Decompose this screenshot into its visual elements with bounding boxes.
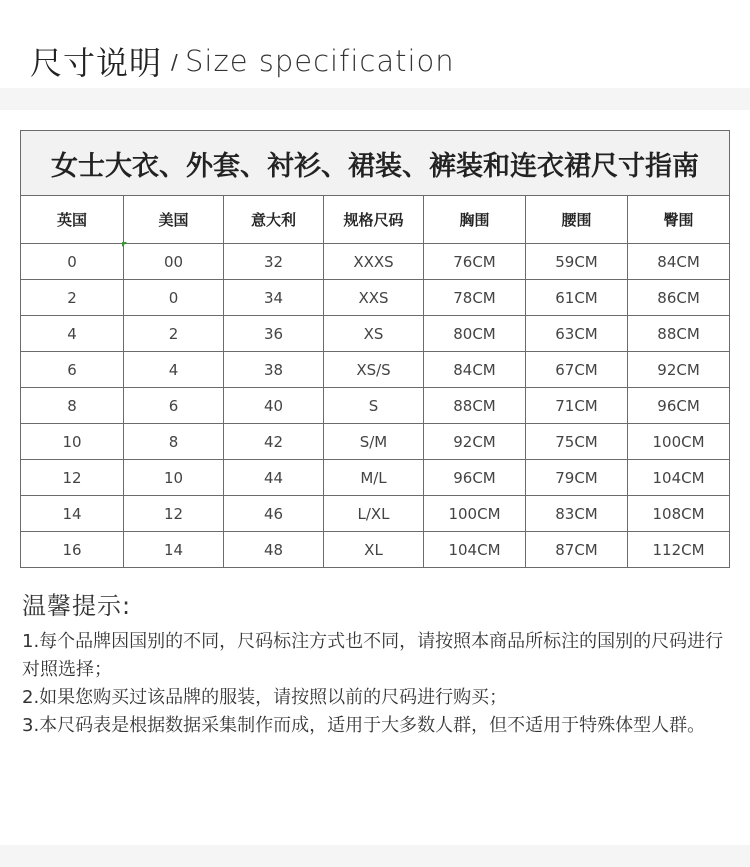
table-row: [21, 352, 730, 388]
column-header: 美国: [124, 196, 224, 244]
table-cell: 59CM: [526, 244, 628, 280]
table-cell: 34: [224, 280, 324, 316]
table-cell: 88CM: [424, 388, 526, 424]
size-table-container: [20, 130, 729, 568]
divider-band-bottom: [0, 845, 750, 867]
table-cell: 67CM: [526, 352, 628, 388]
table-row: [21, 532, 730, 568]
table-cell: 84CM: [628, 244, 730, 280]
table-cell: 75CM: [526, 424, 628, 460]
table-cell: 10: [21, 424, 124, 460]
table-cell: 86CM: [628, 280, 730, 316]
tips-title: 温馨提示:: [22, 592, 132, 620]
table-cell: 92CM: [628, 352, 730, 388]
table-cell: 32: [224, 244, 324, 280]
table-cell: 80CM: [424, 316, 526, 352]
table-row: [21, 280, 730, 316]
table-row: [21, 316, 730, 352]
table-cell: 14: [21, 496, 124, 532]
table-header-row: [21, 196, 730, 244]
table-row: [21, 460, 730, 496]
table-cell: 63CM: [526, 316, 628, 352]
table-cell: 100CM: [628, 424, 730, 460]
tips-list: [22, 628, 737, 740]
table-cell: XXS: [324, 280, 424, 316]
table-row: [21, 388, 730, 424]
size-table: [20, 130, 730, 568]
table-cell: 76CM: [424, 244, 526, 280]
table-cell: 14: [124, 532, 224, 568]
table-cell: 38: [224, 352, 324, 388]
page-title-cn: 尺寸说明: [30, 44, 163, 82]
table-cell: 6: [21, 352, 124, 388]
table-cell: 79CM: [526, 460, 628, 496]
column-header: 英国: [21, 196, 124, 244]
table-cell: XS: [324, 316, 424, 352]
table-cell: 92CM: [424, 424, 526, 460]
table-cell: 8: [124, 424, 224, 460]
table-cell: 100CM: [424, 496, 526, 532]
table-cell: 83CM: [526, 496, 628, 532]
table-cell: 71CM: [526, 388, 628, 424]
table-cell: XL: [324, 532, 424, 568]
table-row: [21, 424, 730, 460]
table-cell: S: [324, 388, 424, 424]
table-cell: 0: [124, 280, 224, 316]
page-title-en: Size specification: [185, 44, 455, 78]
table-cell: 42: [224, 424, 324, 460]
table-cell: 104CM: [628, 460, 730, 496]
table-cell: 16: [21, 532, 124, 568]
table-cell: XXXS: [324, 244, 424, 280]
table-cell: 8: [21, 388, 124, 424]
table-row: [21, 496, 730, 532]
column-header: 规格尺码: [324, 196, 424, 244]
table-cell: 46: [224, 496, 324, 532]
table-cell: 10: [124, 460, 224, 496]
table-cell: 108CM: [628, 496, 730, 532]
table-cell: 6: [124, 388, 224, 424]
table-cell: 87CM: [526, 532, 628, 568]
table-cell: S/M: [324, 424, 424, 460]
column-header: 胸围: [424, 196, 526, 244]
table-cell: 4: [21, 316, 124, 352]
divider-band-top: [0, 88, 750, 110]
column-header: 意大利: [224, 196, 324, 244]
table-cell: 88CM: [628, 316, 730, 352]
tip-item: 1.每个品牌因国别的不同，尺码标注方式也不同，请按照本商品所标注的国别的尺码进行对照选择；: [22, 631, 724, 680]
table-cell: 4: [124, 352, 224, 388]
title-separator: /: [171, 50, 178, 74]
table-row: [21, 244, 730, 280]
table-cell: 112CM: [628, 532, 730, 568]
table-cell: 2: [21, 280, 124, 316]
table-cell: 48: [224, 532, 324, 568]
table-cell: 104CM: [424, 532, 526, 568]
table-cell: 84CM: [424, 352, 526, 388]
table-caption: 女士大衣、外套、衬衫、裙装、裤装和连衣裙尺寸指南: [21, 131, 730, 196]
table-cell: L/XL: [324, 496, 424, 532]
tip-item: 2.如果您购买过该品牌的服装，请按照以前的尺码进行购买；: [22, 687, 508, 708]
table-cell: 12: [124, 496, 224, 532]
table-cell: 00: [124, 244, 224, 280]
table-cell: 96CM: [628, 388, 730, 424]
table-cell: 36: [224, 316, 324, 352]
page-header: [0, 0, 750, 88]
table-cell: XS/S: [324, 352, 424, 388]
table-cell: 96CM: [424, 460, 526, 496]
tip-item: 3.本尺码表是根据数据采集制作而成，适用于大多数人群，但不适用于特殊体型人群。: [22, 715, 706, 736]
table-body: [21, 244, 730, 568]
table-cell: 61CM: [526, 280, 628, 316]
table-cell: 0: [21, 244, 124, 280]
table-cell: 44: [224, 460, 324, 496]
table-cell: 40: [224, 388, 324, 424]
table-cell: 12: [21, 460, 124, 496]
column-header: 臀围: [628, 196, 730, 244]
column-header: 腰围: [526, 196, 628, 244]
table-cell: 2: [124, 316, 224, 352]
corner-mark: [122, 242, 127, 247]
table-cell: 78CM: [424, 280, 526, 316]
table-cell: M/L: [324, 460, 424, 496]
